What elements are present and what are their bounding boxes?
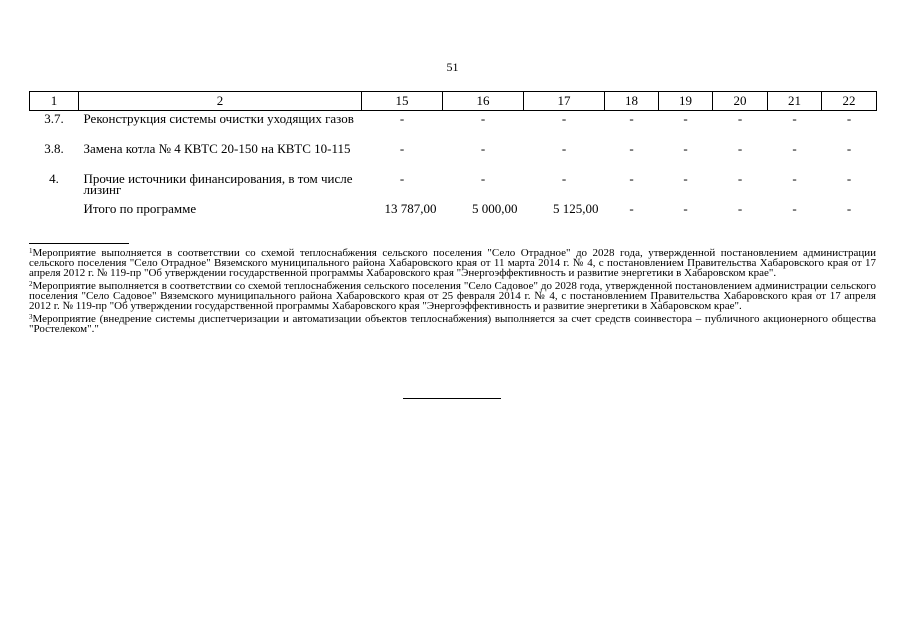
cell-value: - — [792, 171, 797, 186]
column-header: 22 — [822, 92, 877, 111]
cell-value: - — [792, 201, 797, 216]
column-header: 17 — [524, 92, 605, 111]
cell-value: - — [846, 171, 852, 186]
cell-value: - — [480, 141, 486, 156]
cell-value: - — [561, 111, 567, 126]
cell-value: - — [399, 141, 405, 156]
table-header-row — [30, 92, 877, 111]
footnotes — [29, 248, 876, 337]
column-header: 18 — [605, 92, 659, 111]
table-row — [30, 171, 877, 201]
footnote-mark: 2 — [29, 280, 33, 288]
footnote-text: Мероприятие выполняется в соответствии со схемой теплоснабжения сельского поселения "Село Садовое" до 2028 года, утвержденной постановлением администрации сельского поселения "Село Садовое" Вяземского муниципального района Хабаровского края от 25 февраля 2014 г. № 4, с постановлением Правительства Хабаровского края от 17 апреля 2012 г. № 119-пр "Об утверждении государственной программы Хабаровского края "Энергоэффективность и развитие энергетики в Хабаровском крае". — [29, 280, 876, 312]
cell-value: - — [683, 171, 688, 186]
cell-value: - — [683, 111, 688, 126]
footnote-text: Мероприятие (внедрение системы диспетчеризации и автоматизации объектов теплоснабжения) выполняется за счет средств соинвестора – публичного акционерного общества "Ростелеком"." — [29, 313, 876, 335]
financing-table-container — [29, 91, 876, 221]
cell-value: - — [846, 141, 852, 156]
cell-value: - — [629, 141, 634, 156]
cell-value: - — [561, 141, 567, 156]
footnote-text: Мероприятие выполняется в соответствии со схемой теплоснабжения сельского поселения "Село Отрадное" до 2028 года, утвержденной постановлением администрации сельского поселения "Село Отрадное" Вяземского муниципального района Хабаровского края от 11 марта 2014 г. № 4, с постановлением Правительства Хабаровского края от 17 апреля 2012 г. № 119-пр "Об утверждении государственной программы Хабаровского края "Энергоэффективность и развитие энергетики в Хабаровском крае". — [29, 247, 876, 279]
cell-value: - — [399, 171, 405, 186]
cell-value: - — [480, 171, 486, 186]
cell-value: - — [737, 171, 743, 186]
cell-value: - — [629, 201, 634, 216]
cell-value: - — [737, 201, 743, 216]
column-header: 21 — [768, 92, 822, 111]
column-header: 1 — [30, 92, 79, 111]
cell-value: - — [846, 111, 852, 126]
cell-value: - — [683, 201, 688, 216]
cell-value: 5 125,00 — [553, 201, 599, 216]
cell-value: - — [683, 141, 688, 156]
cell-value: - — [561, 171, 567, 186]
cell-value: - — [792, 141, 797, 156]
cell-value: 13 787,00 — [384, 201, 437, 216]
footnote-mark: 3 — [29, 313, 33, 321]
row-name: Прочие источники финансирования, в том числе лизинг — [83, 171, 353, 197]
column-header: 15 — [362, 92, 443, 111]
cell-value: - — [792, 111, 797, 126]
row-number: 4. — [49, 171, 59, 186]
footnote-mark: 1 — [29, 247, 33, 255]
cell-value: - — [846, 201, 852, 216]
page-number: 51 — [446, 60, 459, 74]
footnote-divider — [29, 243, 129, 244]
table-row-total — [30, 201, 877, 221]
column-header: 16 — [443, 92, 524, 111]
footnote-1 — [29, 248, 876, 278]
row-number: 3.8. — [44, 141, 64, 156]
row-name: Итого по программе — [83, 201, 197, 216]
column-header: 19 — [659, 92, 713, 111]
row-name: Реконструкция системы очистки уходящих газов — [83, 111, 354, 126]
cell-value: - — [629, 171, 634, 186]
cell-value: - — [629, 111, 634, 126]
footnote-3 — [29, 314, 876, 334]
financing-table — [29, 91, 877, 221]
column-header: 2 — [79, 92, 362, 111]
cell-value: - — [737, 141, 743, 156]
end-of-document-rule — [403, 398, 501, 399]
row-number — [30, 201, 79, 221]
table-row — [30, 111, 877, 142]
cell-value: 5 000,00 — [472, 201, 518, 216]
footnote-2 — [29, 281, 876, 311]
column-header: 20 — [713, 92, 768, 111]
row-name: Замена котла № 4 КВТС 20-150 на КВТС 10-115 — [83, 141, 351, 156]
table-row — [30, 141, 877, 171]
cell-value: - — [399, 111, 405, 126]
cell-value: - — [737, 111, 743, 126]
row-number: 3.7. — [44, 111, 64, 126]
cell-value: - — [480, 111, 486, 126]
